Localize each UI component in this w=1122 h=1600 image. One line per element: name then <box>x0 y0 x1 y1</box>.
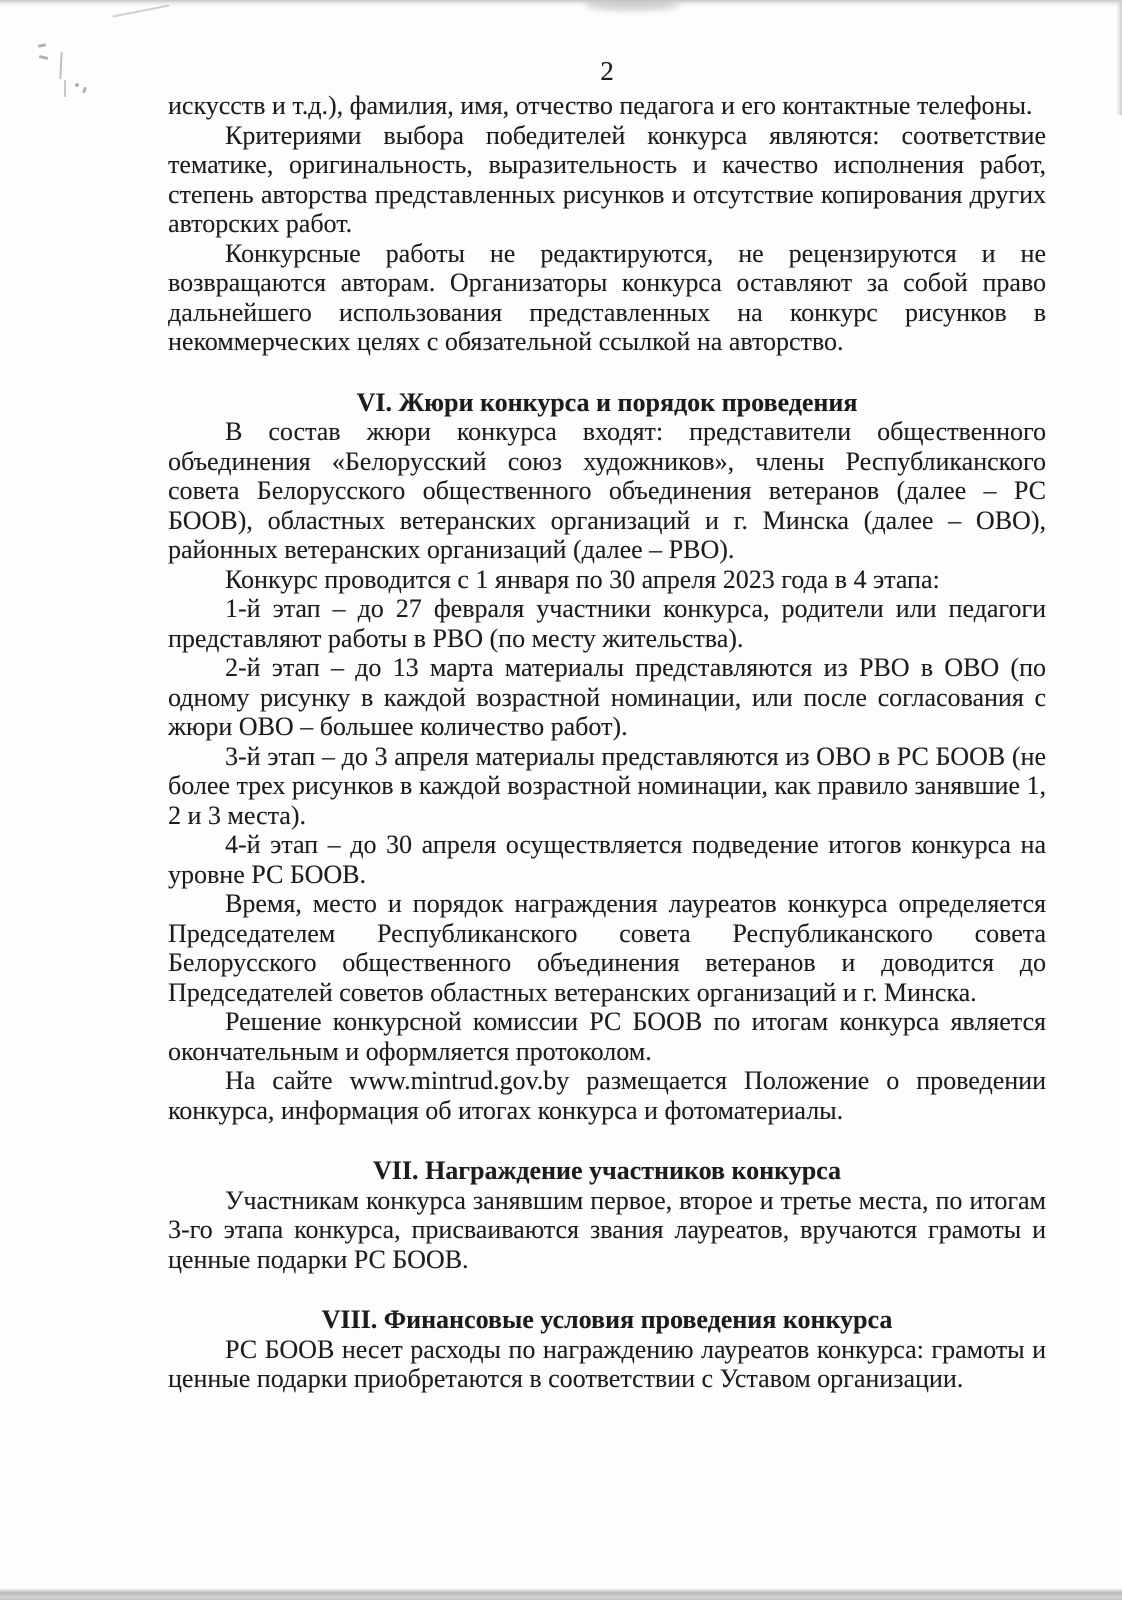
scan-artifact-bottom-edge <box>0 1589 1122 1600</box>
paragraph: Критериями выбора победителей конкурса являются: соответствие тематике, оригинальность, выразительность и качество исполнения работ, степень авторства представленных рисунков и отсутствие копирования других авторских работ. <box>168 120 1046 238</box>
pencil-mark <box>38 43 46 47</box>
section-heading-viii: VIII. Финансовые условия проведения конкурса <box>321 1305 893 1334</box>
pencil-mark <box>59 52 62 79</box>
pencil-mark <box>39 55 48 60</box>
paragraph: Время, место и порядок награждения лауреатов конкурса определяется Председателем Республиканского совета Республиканского совета Белорусского общественного объединения ветеранов и доводится до Председателей советов областных ветеранских организаций и г. Минска. <box>168 889 1046 1007</box>
paragraph: Конкурс проводится с 1 января по 30 апреля 2023 года в 4 этапа: <box>225 564 940 594</box>
paragraph: 3-й этап – до 3 апреля материалы представляются из ОВО в РС БООВ (не более трех рисунков в каждой возрастной номинации, как правило занявшие 1, 2 и 3 места). <box>168 741 1046 830</box>
pencil-mark <box>64 80 66 97</box>
paragraph: 2-й этап – до 13 марта материалы представляются из РВО в ОВО (по одному рисунку в каждой возрастной номинации, или после согласования с жюри ОВО – большее количество работ). <box>168 653 1046 741</box>
scan-artifact-smudge <box>585 0 680 11</box>
paragraph: Участникам конкурса занявшим первое, второе и третье места, по итогам 3-го этапа конкурса, присваиваются звания лауреатов, вручаются грамоты и ценные подарки РС БООВ. <box>168 1185 1046 1274</box>
pencil-mark <box>82 87 87 94</box>
paragraph: Решение конкурсной комиссии РС БООВ по итогам конкурса является окончательным и оформляется протоколом. <box>168 1007 1046 1066</box>
page-number: 2 <box>600 56 614 86</box>
document-body <box>168 91 1046 1394</box>
paragraph: Конкурсные работы не редактируются, не рецензируются и не возвращаются авторам. Организаторы конкурса оставляют за собой право дальнейшего использования представленных на конкурс рисунков в некоммерческих целях с обязательной ссылкой на авторство. <box>168 238 1046 356</box>
scan-artifact-right-edge <box>1116 0 1122 115</box>
paragraph: РС БООВ несет расходы по награждению лауреатов конкурса: грамоты и ценные подарки приобретаются в соответствии с Уставом организации. <box>168 1334 1046 1393</box>
paragraph: 4-й этап – до 30 апреля осуществляется подведение итогов конкурса на уровне РС БООВ. <box>168 830 1046 889</box>
paragraph: В состав жюри конкурса входят: представители общественного объединения «Белорусский союз художников», члены Республиканского совета Белорусского общественного объединения ветеранов (далее – РС БООВ), областных ветеранских организаций и г. Минска (далее – ОВО), районных ветеранских организаций (далее – РВО). <box>168 417 1046 564</box>
paragraph: На сайте www.mintrud.gov.by размещается Положение о проведении конкурса, информация об итогах конкурса и фотоматериалы. <box>168 1066 1046 1125</box>
pencil-mark <box>75 83 79 87</box>
paragraph: искусств и т.д.), фамилия, имя, отчество педагога и его контактные телефоны. <box>168 91 1033 120</box>
paragraph: 1-й этап – до 27 февраля участники конкурса, родители или педагоги представляют работы в РВО (по месту жительства). <box>168 594 1046 653</box>
section-heading-vii: VII. Награждение участников конкурса <box>372 1156 842 1185</box>
section-heading-vi: VI. Жюри конкурса и порядок проведения <box>356 387 858 417</box>
